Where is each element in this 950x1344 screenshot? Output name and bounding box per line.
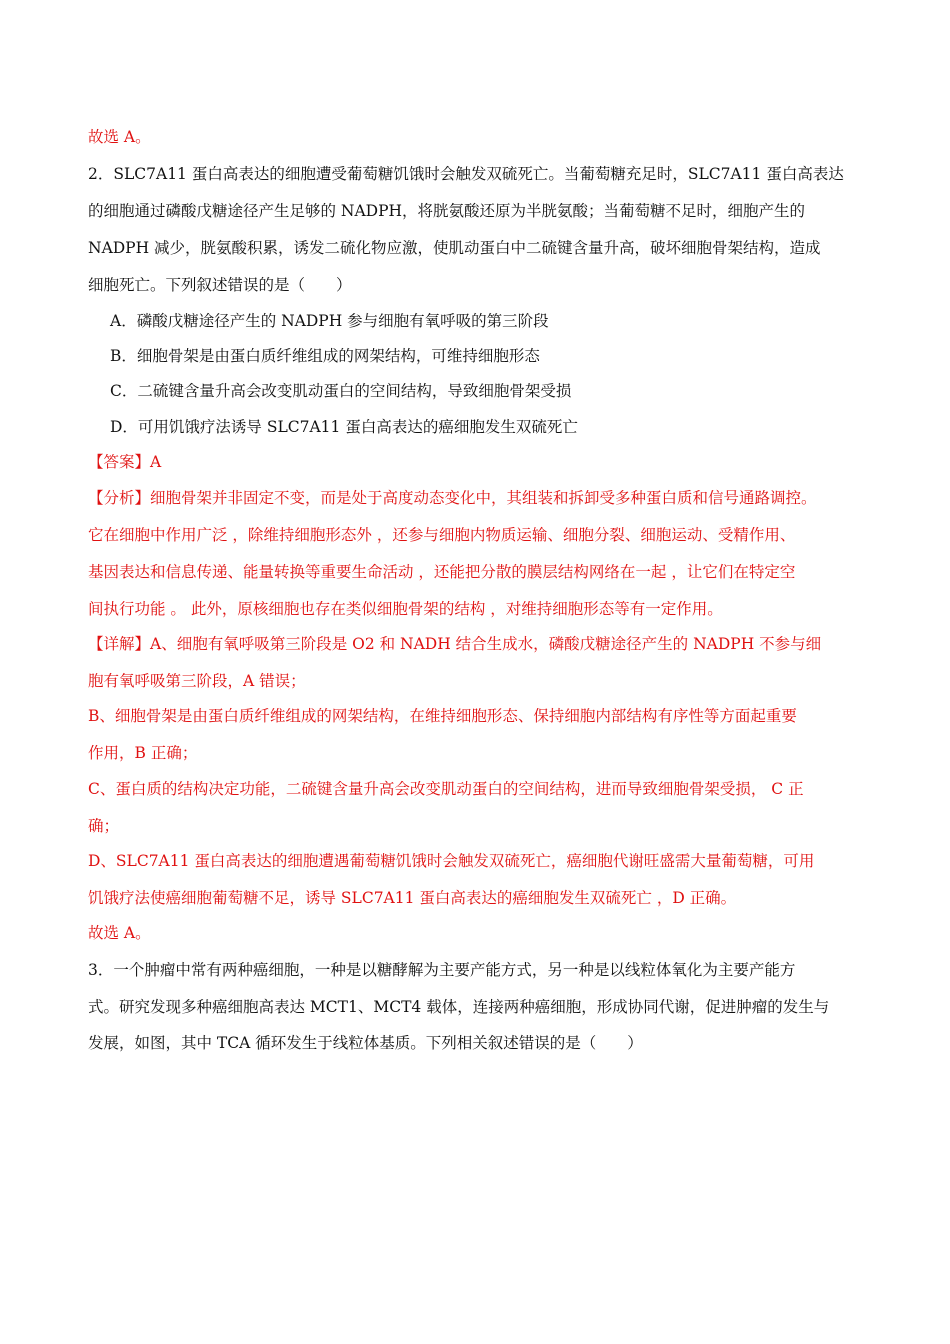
q3-stem-line: 3．一个肿瘤中常有两种癌细胞，一种是以糖酵解为主要产能方式，另一种是以线粒体氧化为主要产能方 bbox=[88, 961, 796, 979]
q2-detail-line: 饥饿疗法使癌细胞葡萄糖不足，诱导 SLC7A11 蛋白高表达的癌细胞发生双硫死亡 ，D 正确。 bbox=[88, 889, 737, 907]
q2-stem-line: 2．SLC7A11 蛋白高表达的细胞遭受葡萄糖饥饿时会触发双硫死亡。当葡萄糖充足时，SLC7A11 蛋白高表达 bbox=[88, 165, 844, 183]
q2-answer: 【答案】A bbox=[88, 453, 162, 471]
q2-analysis-line: 它在细胞中作用广泛 ，除维持细胞形态外 ，还参与细胞内物质运输、细胞分裂、细胞运动、受精作用、 bbox=[88, 526, 796, 544]
q2-detail-line: C、蛋白质的结构决定功能，二硫键含量升高会改变肌动蛋白的空间结构，进而导致细胞骨架受损， C 正 bbox=[88, 780, 804, 798]
q1-conclusion: 故选 A。 bbox=[88, 128, 151, 146]
q2-detail-line: 确； bbox=[88, 817, 120, 835]
q2-analysis-line: 【分析】细胞骨架并非固定不变，而是处于高度动态变化中，其组装和拆卸受多种蛋白质和信号通路调控。 bbox=[88, 489, 817, 507]
q2-stem-line: 的细胞通过磷酸戊糖途径产生足够的 NADPH，将胱氨酸还原为半胱氨酸；当葡萄糖不足时，细胞产生的 bbox=[88, 202, 806, 220]
q2-option-a: A．磷酸戊糖途径产生的 NADPH 参与细胞有氧呼吸的第三阶段 bbox=[110, 312, 549, 330]
q2-conclusion: 故选 A。 bbox=[88, 924, 151, 942]
q2-detail-line: 作用，B 正确； bbox=[88, 744, 198, 762]
q3-stem-line: 发展，如图，其中 TCA 循环发生于线粒体基质。下列相关叙述错误的是（ ） bbox=[88, 1034, 643, 1052]
q3-stem-line: 式。研究发现多种癌细胞高表达 MCT1、MCT4 载体，连接两种癌细胞，形成协同代谢，促进肿瘤的发生与 bbox=[88, 998, 830, 1016]
q2-option-b: B．细胞骨架是由蛋白质纤维组成的网架结构，可维持细胞形态 bbox=[110, 347, 540, 365]
q2-stem-line: NADPH 减少，胱氨酸积累，诱发二硫化物应激，使肌动蛋白中二硫键含量升高，破坏细胞骨架结构，造成 bbox=[88, 239, 821, 257]
q2-analysis-line: 间执行功能 。 此外，原核细胞也存在类似细胞骨架的结构 ，对维持细胞形态等有一定作用。 bbox=[88, 600, 723, 618]
q2-detail-line: B、细胞骨架是由蛋白质纤维组成的网架结构，在维持细胞形态、保持细胞内部结构有序性等方面起重要 bbox=[88, 707, 797, 725]
q2-option-c: C．二硫键含量升高会改变肌动蛋白的空间结构，导致细胞骨架受损 bbox=[110, 382, 572, 400]
q2-analysis-line: 基因表达和信息传递、能量转换等重要生命活动 ，还能把分散的膜层结构网络在一起 ，让它们在特定空 bbox=[88, 563, 796, 581]
q2-detail-line: 胞有氧呼吸第三阶段，A 错误； bbox=[88, 672, 306, 690]
q2-option-d: D．可用饥饿疗法诱导 SLC7A11 蛋白高表达的癌细胞发生双硫死亡 bbox=[110, 418, 578, 436]
q2-stem-line: 细胞死亡。下列叙述错误的是（ ） bbox=[88, 276, 352, 294]
q2-detail-line: D、SLC7A11 蛋白高表达的细胞遭遇葡萄糖饥饿时会触发双硫死亡，癌细胞代谢旺盛需大量葡萄糖，可用 bbox=[88, 852, 815, 870]
q2-detail-line: 【详解】A、细胞有氧呼吸第三阶段是 O2 和 NADH 结合生成水，磷酸戊糖途径产生的 NADPH 不参与细 bbox=[88, 635, 822, 653]
